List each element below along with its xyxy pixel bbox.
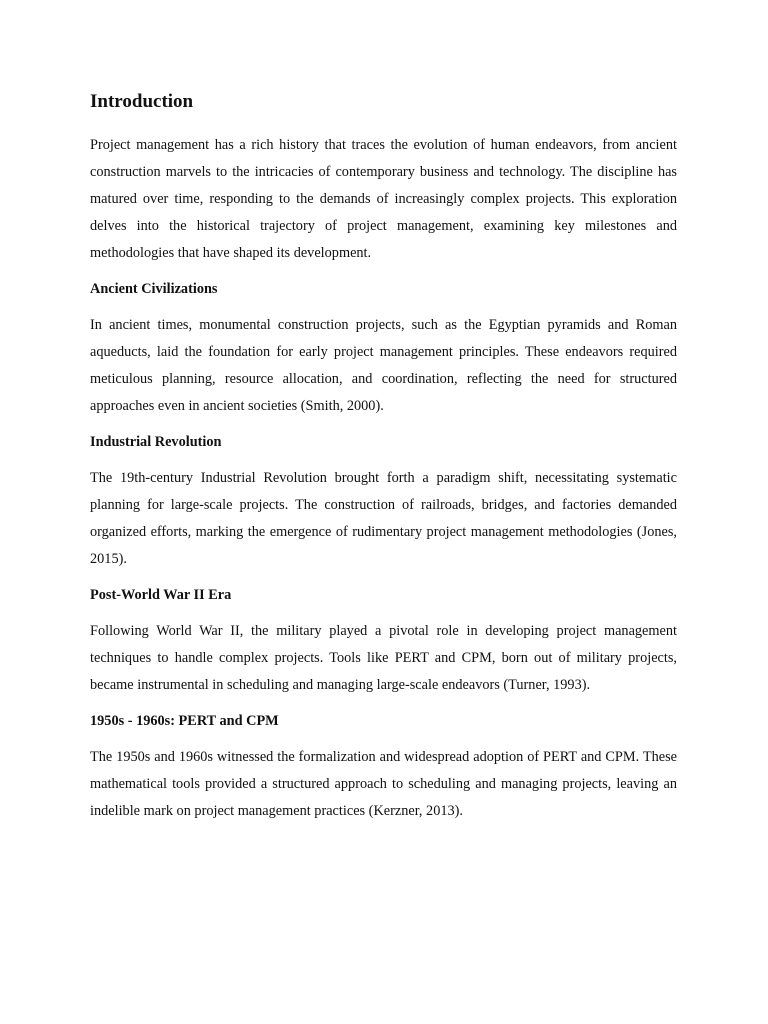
section-body-industrial-revolution: The 19th-century Industrial Revolution brought forth a paradigm shift, necessitating systematic planning for large-scale projects. The construction of railroads, bridges, and factories demanded organized efforts, marking the emergence of rudimentary project management methodologies (Jones, 2015).	[90, 469, 677, 567]
section-heading-post-world-war-ii: Post-World War II Era	[90, 586, 232, 603]
section-body-post-world-war-ii: Following World War II, the military played a pivotal role in developing project management techniques to handle complex projects. Tools like PERT and CPM, born out of military projects, became instrumental in scheduling and managing large-scale endeavors (Turner, 1993).	[90, 622, 677, 693]
section-body-pert-and-cpm: The 1950s and 1960s witnessed the formalization and widespread adoption of PERT and CPM. These mathematical tools provided a structured approach to scheduling and managing projects, leaving an indelible mark on project management practices (Kerzner, 2013).	[90, 748, 677, 819]
document-page	[90, 90, 677, 825]
section-body-ancient-civilizations: In ancient times, monumental construction projects, such as the Egyptian pyramids and Roman aqueducts, laid the foundation for early project management principles. These endeavors required meticulous planning, resource allocation, and coordination, reflecting the need for structured approaches even in ancient societies (Smith, 2000).	[90, 316, 677, 414]
section-heading-ancient-civilizations: Ancient Civilizations	[90, 280, 218, 297]
page-title: Introduction	[90, 91, 194, 112]
section-heading-industrial-revolution: Industrial Revolution	[90, 433, 222, 450]
section-heading-pert-and-cpm: 1950s - 1960s: PERT and CPM	[90, 712, 279, 729]
intro-paragraph: Project management has a rich history that traces the evolution of human endeavors, from ancient construction marvels to the intricacies of contemporary business and technology. The discipline has matured over time, responding to the demands of increasingly complex projects. This exploration delves into the historical trajectory of project management, examining key milestones and methodologies that have shaped its development.	[90, 136, 677, 261]
